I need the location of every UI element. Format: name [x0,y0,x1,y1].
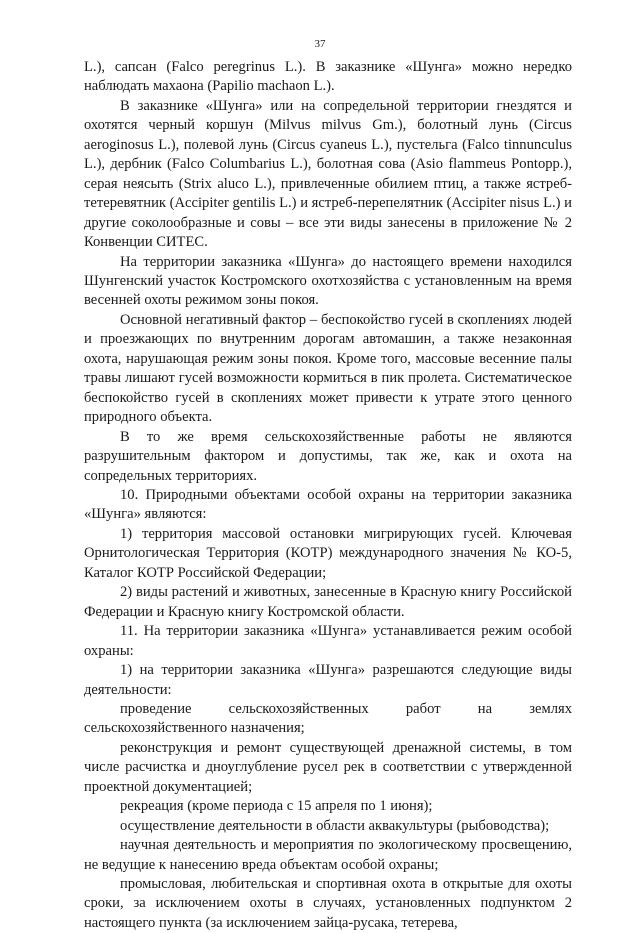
allowed-activity-drainage: реконструкция и ремонт существующей дренажной системы, в том числе расчистка и дноуглубление русел рек в соответствии с утвержденной проектной документацией; [84,739,572,795]
paragraph-nesting-birds: В заказнике «Шунга» или на сопредельной территории гнездятся и охотятся черный коршун (Milvus milvus Gm.), болотный лунь (Circus aeroginosus L.), полевой лунь (Circus cyaneus L.), пустельга (Falco tinnunculus L.), дербник (Falco Columbarius L.), болотная сова (Asio flammeus Pontopp.), серая неясыть (Strix aluco L.), привлеченные обилием птиц, а также ястреб-тетеревятник (Accipiter gentilis L.) и ястреб-перепелятник (Accipiter nisus L.) и другие соколообразные и совы – все эти виды занесены в приложение № 2 Конвенции СИТЕС. [84,97,572,251]
page-number: 37 [314,38,326,50]
paragraph-negative-factor: Основной негативный фактор – беспокойство гусей в скоплениях людей и проезжающих по внутренним дорогам автомашин, а также незаконная охота, нарушающая режим зоны покоя. Кроме того, массовые весенние палы травы лишают гусей возможности кормиться в пик пролета. Систематическое беспокойство гусей в скоплениях может привести к утрате этого ценного природного объекта. [84,311,572,426]
list-item-11-1: 1) на территории заказника «Шунга» разрешаются следующие виды деятельности: [84,662,572,698]
list-item-10-1: 1) территория массовой остановки мигрирующих гусей. Ключевая Орнитологическая Территория (КОТР) международного значения № КО-5, Каталог КОТР Российской Федерации; [84,525,572,581]
document-body [84,58,572,933]
paragraph-hunting-area: На территории заказника «Шунга» до настоящего времени находился Шунгенский участок Костромского охотхозяйства с установленным на время весенней охоты режимом зоны покоя. [84,253,572,309]
allowed-activity-agriculture: проведение сельскохозяйственных работ на землях сельскохозяйственного назначения; [84,700,572,737]
allowed-activity-science: научная деятельность и мероприятия по экологическому просвещению, не ведущие к нанесению вреда объектам особой охраны; [84,837,572,873]
paragraph-continuation: L.), сапсан (Falco peregrinus L.). В заказнике «Шунга» можно нередко наблюдать махаона (Papilio machaon L.). [84,59,572,95]
paragraph-agricultural-works: В то же время сельскохозяйственные работы не являются разрушительным фактором и допустимы, так же, как и охота на сопредельных территориях. [84,428,572,484]
allowed-activity-aquaculture: осуществление деятельности в области аквакультуры (рыбоводства); [120,817,550,834]
paragraph-section-10: 10. Природными объектами особой охраны на территории заказника «Шунга» являются: [84,486,572,523]
allowed-activity-recreation: рекреация (кроме периода с 15 апреля по 1 июня); [120,798,433,815]
list-item-10-2: 2) виды растений и животных, занесенные в Красную книгу Российской Федерации и Красную книгу Костромской области. [84,584,572,620]
allowed-activity-hunting: промысловая, любительская и спортивная охота в открытые для охоты сроки, за исключением охоты в случаях, установленных подпунктом 2 настоящего пункта (за исключением зайца-русака, тетерева, [84,876,572,931]
paragraph-section-11: 11. На территории заказника «Шунга» устанавливается режим особой охраны: [84,623,572,659]
